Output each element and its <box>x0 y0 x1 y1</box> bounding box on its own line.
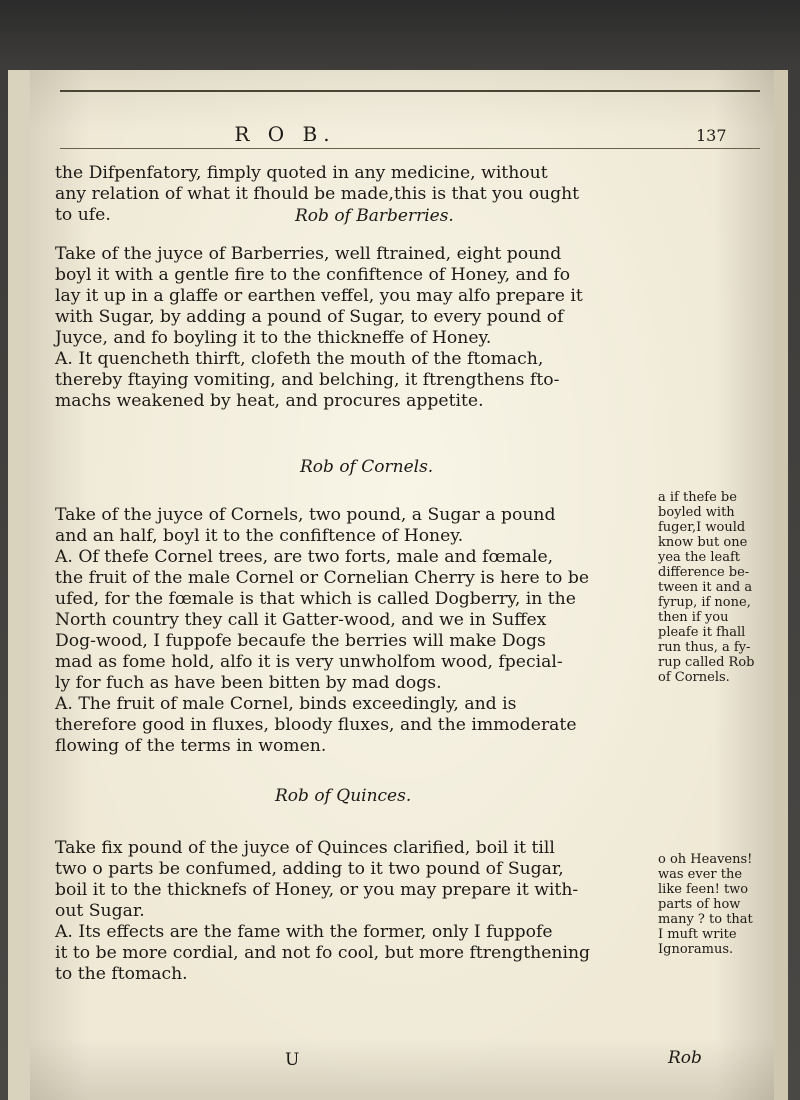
note-line: many ? to that <box>658 912 753 927</box>
intro-line: any relation of what it fhould be made,this is that you ought <box>55 184 580 204</box>
body-line: out Sugar. <box>55 901 145 921</box>
margin-note-cornels <box>658 490 754 685</box>
body-line: A. The fruit of male Cornel, binds exceedingly, and is <box>55 694 517 714</box>
note-line: tween it and a <box>658 580 753 595</box>
body-line: boil it to the thicknefs of Honey, or you may prepare it with- <box>55 880 579 900</box>
section-body-barberries <box>55 244 583 412</box>
header-rule <box>60 148 760 149</box>
note-line: yea the leaft <box>658 550 740 565</box>
top-rule <box>60 90 760 92</box>
intro-line: to ufe. <box>55 205 111 225</box>
body-line: therefore good in fluxes, bloody fluxes, and the immoderate <box>55 715 577 735</box>
body-line: flowing of the terms in women. <box>55 736 327 756</box>
signature-mark: U <box>285 1050 300 1070</box>
running-head: R O B. <box>234 122 336 146</box>
note-line: pleafe it fhall <box>658 625 746 640</box>
body-line: with Sugar, by adding a pound of Sugar, to every pound of <box>55 307 564 327</box>
note-line: parts of how <box>658 897 741 912</box>
intro-line: the Difpenfatory, fimply quoted in any medicine, without <box>55 163 548 183</box>
body-line: North country they call it Gatter-wood, and we in Suffex <box>55 610 547 630</box>
body-line: ly for fuch as have been bitten by mad dogs. <box>55 673 442 693</box>
body-line: Take fix pound of the juyce of Quinces clarified, boil it till <box>55 838 555 858</box>
body-line: Take of the juyce of Barberries, well ftrained, eight pound <box>55 244 562 264</box>
note-line: o oh Heavens! <box>658 852 753 867</box>
note-line: difference be- <box>658 565 750 580</box>
note-line: a if thefe be <box>658 490 737 505</box>
section-body-cornels <box>55 505 589 757</box>
body-line: ufed, for the fœmale is that which is called Dogberry, in the <box>55 589 576 609</box>
note-line: of Cornels. <box>658 670 730 685</box>
section-heading-cornels: Rob of Cornels. <box>300 457 434 477</box>
body-line: machs weakened by heat, and procures appetite. <box>55 391 484 411</box>
note-line: rup called Rob <box>658 655 755 670</box>
body-line: Dog-wood, I fuppofe becaufe the berries will make Dogs <box>55 631 546 651</box>
note-line: fyrup, if none, <box>658 595 751 610</box>
body-line: the fruit of the male Cornel or Cornelian Cherry is here to be <box>55 568 590 588</box>
body-line: Juyce, and fo boyling it to the thickneffe of Honey. <box>55 328 492 348</box>
page-number: 137 <box>696 126 727 145</box>
note-line: fuger,I would <box>658 520 746 535</box>
body-line: two o parts be confumed, adding to it two pound of Sugar, <box>55 859 564 879</box>
note-line: like feen! two <box>658 882 749 897</box>
body-line: A. Its effects are the fame with the former, only I fuppofe <box>55 922 553 942</box>
note-line: was ever the <box>658 867 743 882</box>
note-line: know but one <box>658 535 748 550</box>
body-line: boyl it with a gentle fire to the confiftence of Honey, and fo <box>55 265 571 285</box>
note-line: Ignoramus. <box>658 942 734 957</box>
body-line: and an half, boyl it to the confiftence of Honey. <box>55 526 464 546</box>
body-line: A. Of thefe Cornel trees, are two forts, male and fœmale, <box>55 547 554 567</box>
note-line: I muft write <box>658 927 737 942</box>
body-line: it to be more cordial, and not fo cool, but more ftrengthening <box>55 943 591 963</box>
catchword: Rob <box>668 1048 702 1068</box>
section-heading-barberries: Rob of Barberries. <box>295 206 454 226</box>
body-line: A. It quencheth thirft, clofeth the mouth of the ftomach, <box>55 349 544 369</box>
note-line: run thus, a fy- <box>658 640 751 655</box>
section-heading-quinces: Rob of Quinces. <box>275 786 412 806</box>
note-line: boyled with <box>658 505 735 520</box>
body-line: Take of the juyce of Cornels, two pound, a Sugar a pound <box>55 505 556 525</box>
note-line: then if you <box>658 610 729 625</box>
body-line: thereby ftaying vomiting, and belching, it ftrengthens fto- <box>55 370 560 390</box>
margin-note-quinces <box>658 852 753 957</box>
body-line: to the ftomach. <box>55 964 188 984</box>
body-line: lay it up in a glaffe or earthen veffel, you may alfo prepare it <box>55 286 583 306</box>
body-line: mad as fome hold, alfo it is very unwholfom wood, fpecial- <box>55 652 563 672</box>
section-body-quinces <box>55 838 590 985</box>
